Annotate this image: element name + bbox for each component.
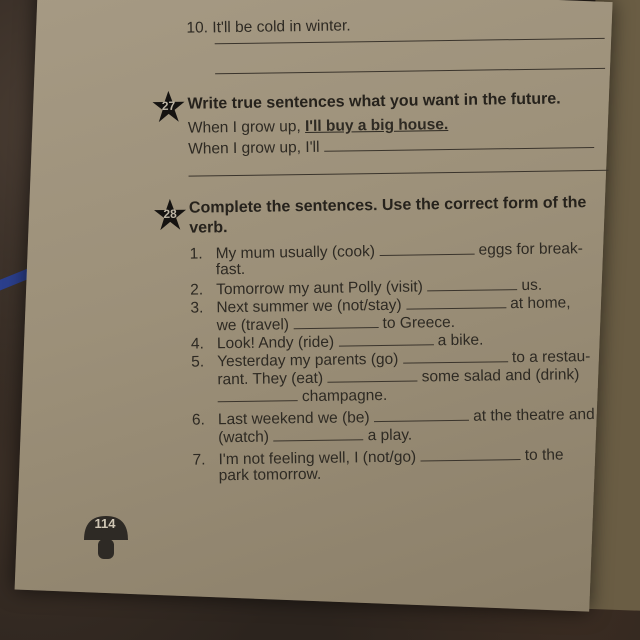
- exercise-28-number: 28: [163, 206, 177, 222]
- exercise-28-title-line-2: verb.: [189, 219, 228, 237]
- answer-blank[interactable]: [218, 386, 298, 402]
- answer-blank[interactable]: [324, 133, 594, 152]
- item-text: I'm not feeling well, I (not/go): [218, 448, 417, 469]
- exercise-27-line-2: [188, 133, 594, 159]
- item-number: 1.: [189, 245, 203, 263]
- item-text: at the theatre and: [473, 406, 595, 425]
- line1-prefix: When I grow up,: [187, 118, 306, 137]
- item-text: we (travel): [216, 316, 290, 335]
- exercise-27-title: Write true sentences what you want in the future.: [187, 90, 561, 113]
- item-number: 2.: [190, 281, 204, 299]
- answer-line: [189, 170, 609, 177]
- item-number: 5.: [191, 353, 205, 371]
- item-text: to Greece.: [382, 313, 456, 332]
- item-text: Last weekend we (be): [217, 409, 370, 429]
- exercise-27-star-icon: [151, 90, 185, 124]
- item-text: My mum usually (cook): [215, 243, 376, 263]
- item-text: Look! Andy (ride): [216, 333, 335, 353]
- item-10-text: It'll be cold in winter.: [212, 17, 351, 37]
- answer-blank[interactable]: [273, 425, 363, 441]
- item-text: us.: [521, 276, 543, 295]
- item-10-number: 10.: [186, 19, 209, 37]
- line2-text: When I grow up, I'll: [188, 138, 320, 158]
- item-7: [192, 444, 563, 469]
- item-text: rant. They (eat): [217, 369, 324, 389]
- item-text: eggs for break-: [478, 240, 583, 259]
- item-number: 7.: [192, 451, 206, 469]
- item-text: to a restau-: [511, 348, 591, 367]
- exercise-27-line-1: [188, 116, 449, 138]
- exercise-28-title-line-1: Complete the sentences. Use the correct form of the: [188, 194, 587, 217]
- item-text: park tomorrow.: [218, 465, 322, 485]
- item-text: at home,: [510, 294, 571, 313]
- item-text: (watch): [218, 428, 270, 447]
- answer-blank[interactable]: [338, 330, 433, 346]
- item-text: a bike.: [437, 331, 484, 350]
- answer-blank[interactable]: [403, 347, 508, 363]
- exercise-28-star-icon: [153, 198, 187, 232]
- item-text: to the: [524, 446, 564, 464]
- item-5-cont-2: [218, 385, 388, 407]
- answer-blank[interactable]: [379, 240, 474, 256]
- item-number: 4.: [190, 335, 204, 353]
- answer-blank[interactable]: [327, 366, 417, 382]
- item-10: [186, 17, 350, 37]
- page-number: 114: [94, 516, 116, 531]
- item-number: 6.: [191, 411, 206, 429]
- answer-blank[interactable]: [293, 313, 378, 329]
- answer-blank[interactable]: [406, 293, 506, 309]
- page-number-mushroom-icon: [80, 512, 140, 572]
- exercise-27-number: 27: [161, 98, 176, 114]
- item-text: Tomorrow my aunt Polly (visit): [216, 278, 423, 299]
- answer-blank[interactable]: [374, 406, 469, 422]
- answer-blank[interactable]: [427, 275, 517, 291]
- item-text: champagne.: [301, 386, 388, 406]
- item-text: a play.: [367, 426, 413, 445]
- item-number: 3.: [190, 299, 204, 317]
- item-text: fast.: [215, 260, 246, 279]
- item-6-cont: [218, 425, 412, 448]
- line1-answer: I'll buy a big house.: [304, 116, 449, 136]
- item-1: [189, 238, 582, 263]
- item-text: Yesterday my parents (go): [217, 350, 399, 371]
- answer-line: [215, 38, 605, 45]
- item-text: Next summer we (not/stay): [216, 296, 402, 317]
- item-text: some salad and (drink): [421, 366, 580, 386]
- answer-blank[interactable]: [420, 445, 520, 461]
- answer-line: [215, 68, 605, 75]
